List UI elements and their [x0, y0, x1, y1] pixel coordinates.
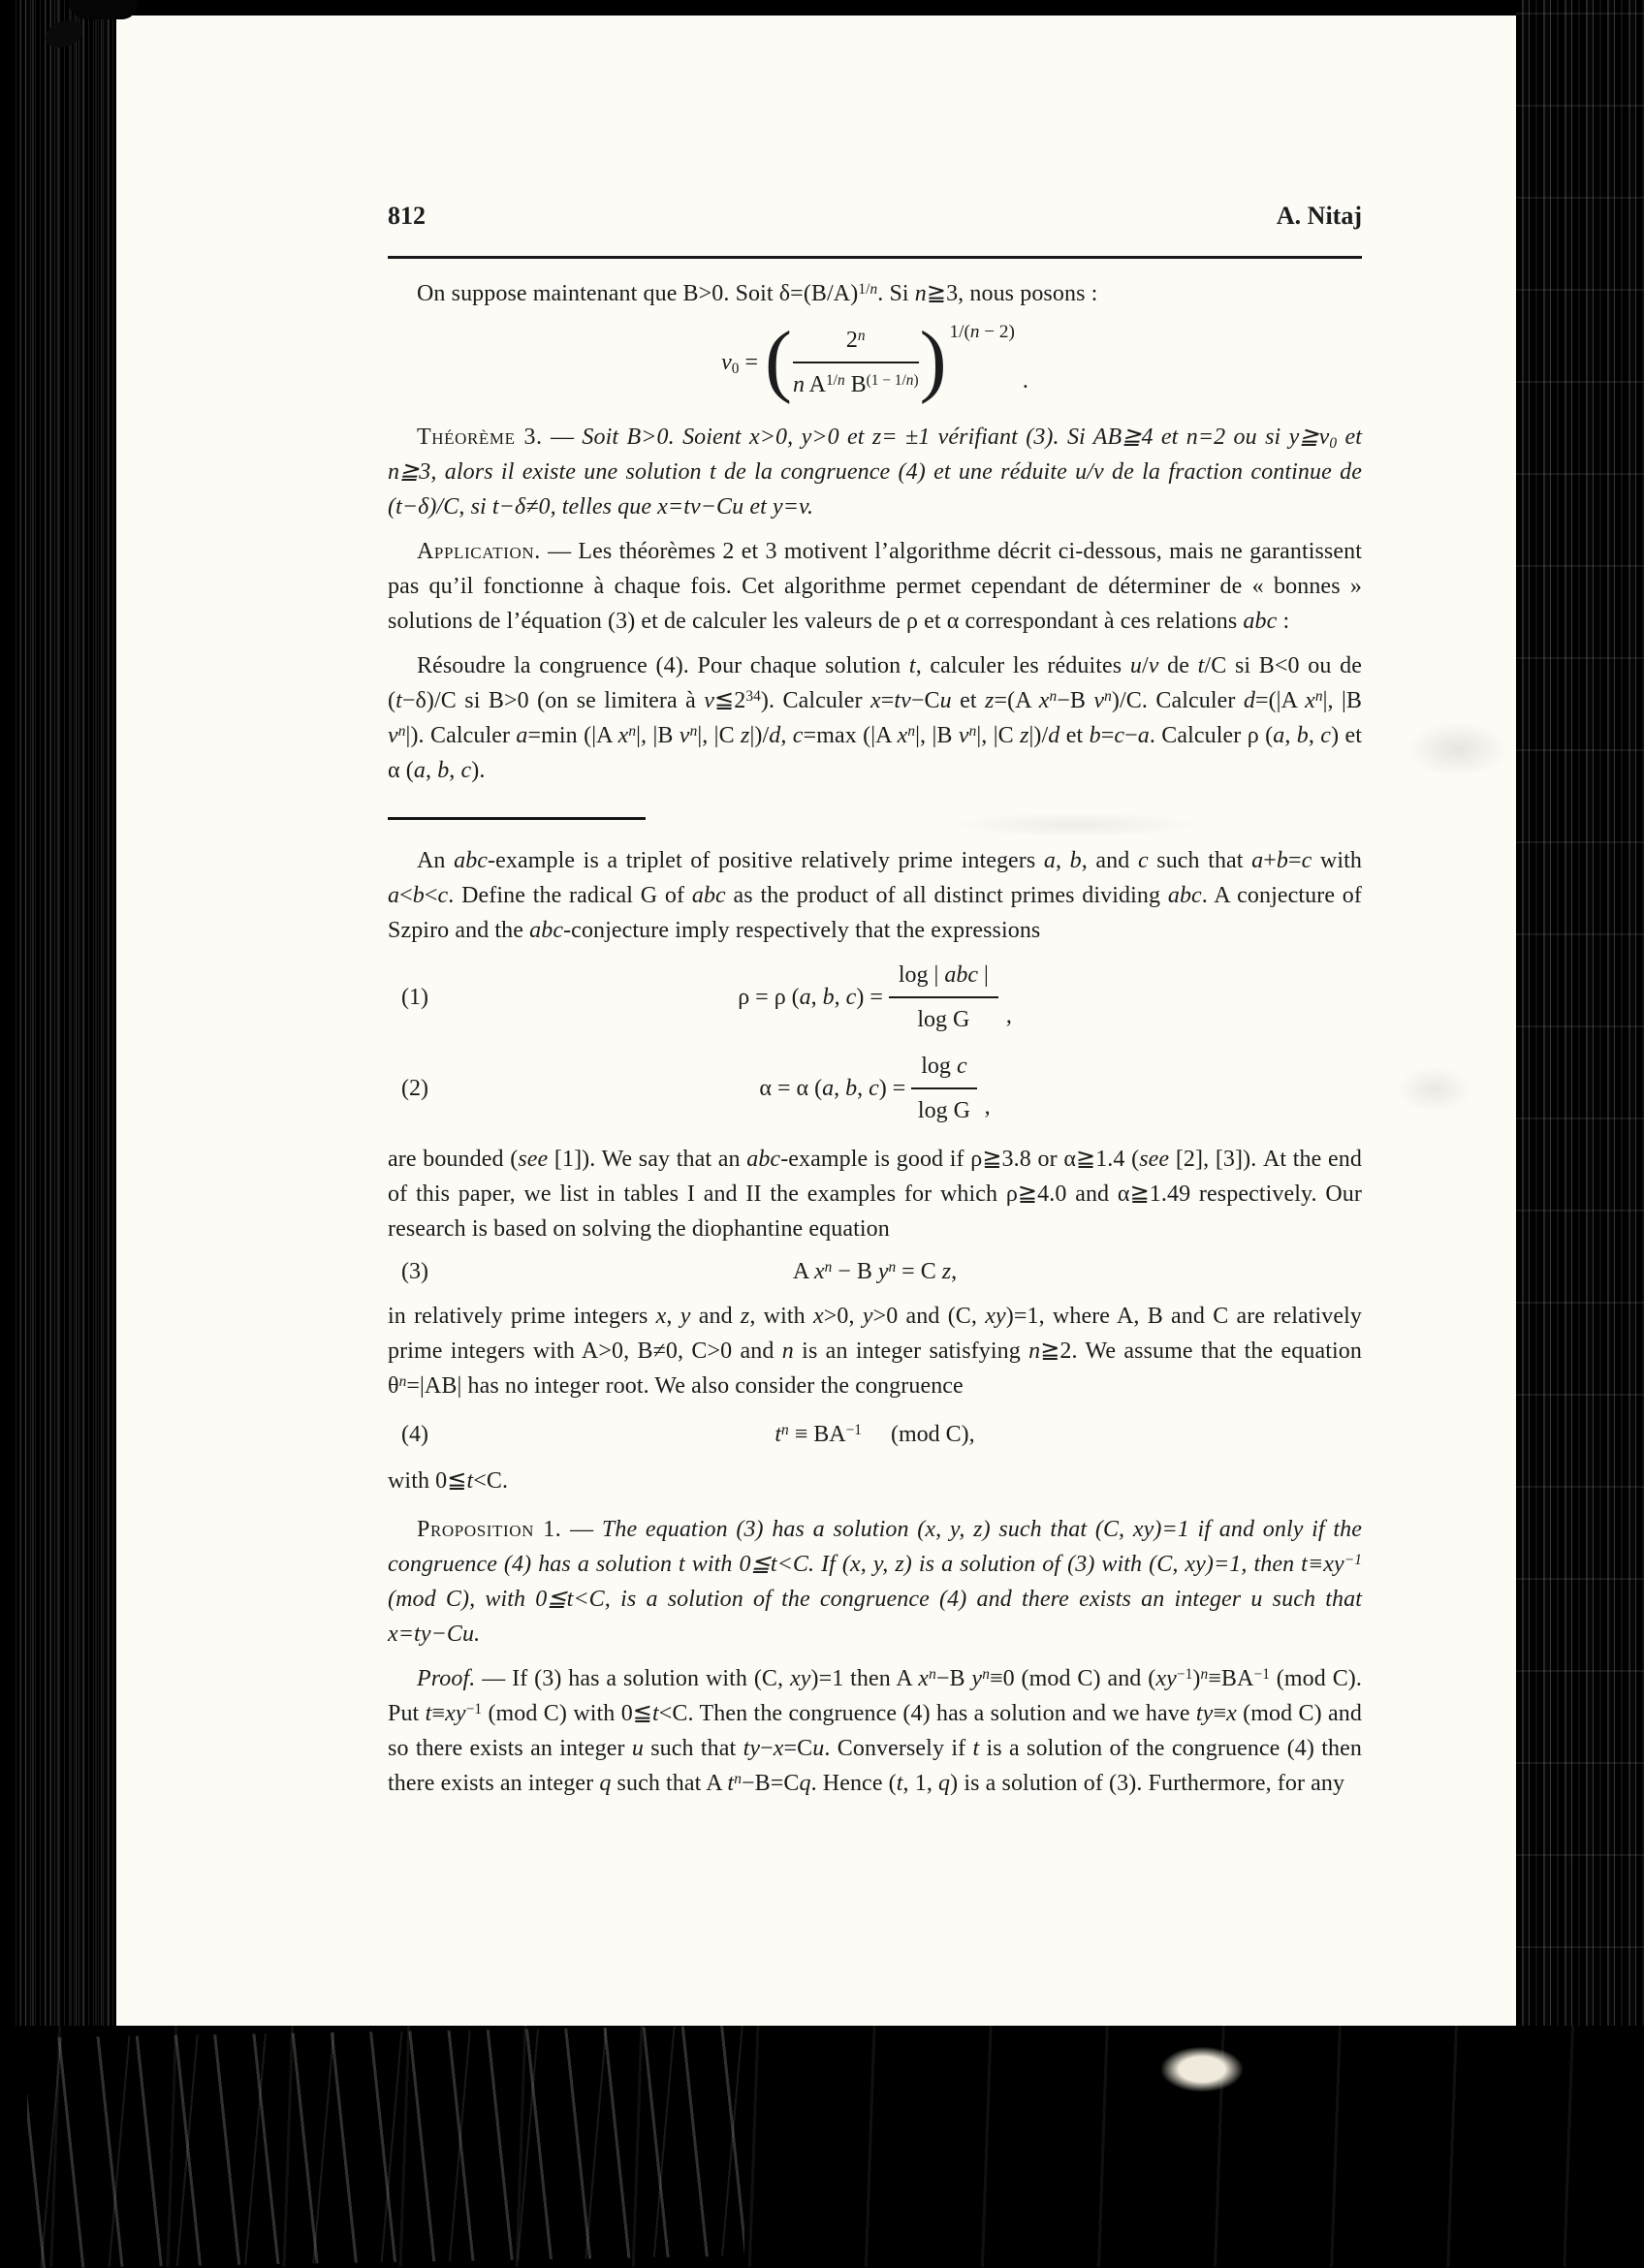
proof-label: Proof. [417, 1666, 476, 1691]
fraction [911, 1049, 976, 1128]
fraction-numerator: log | abc | [889, 958, 998, 998]
scan-smudge [1404, 719, 1512, 779]
proof-body: If (3) has a solution with (C, xy)=1 then A $x^n-B$ $y^n\equiv 0$ (mod C) and $(xy^{-1})^n\equiv BA^{-1}$ (mod C). Put $t\equiv xy^{-1}$ (mod C) with 0≦t<C. Then the congruence (4) has a solution and we have ty≡x (mod C) and so there exists an integer u such that ty−x=Cu. Conversely if t is a solution of the congruence (4) then there exists an integer q such that A $t^n-B=Cq$. Hence (t, 1, q) is a solution of (3). Furthermore, for any [388, 1666, 1362, 1796]
proposition-1 [388, 1512, 1362, 1652]
page-header [388, 200, 1362, 233]
theorem-label: Théorème 3. [417, 425, 543, 450]
algorithm-steps: Résoudre la congruence (4). Pour chaque solution t, calculer les réduites u/v de t/C si B<0 ou de (t−δ)/C si B>0 (on se limitera à $v≦2^{34}$). Calculer x=tv−Cu et z=(A $x^n-B$ $v^n)/C$. Calculer d=(|A $x^n|$, |B $v^n|$). Calculer a=min (|A $x^n|$, |B $v^n|$, |C z|)/d, c=max (|A $x^n|$, |B $v^n|$, |C z|)/d et b=c−a. Calculer ρ (a, b, c) et α (a, b, c). [388, 653, 1363, 783]
fraction [793, 323, 919, 402]
fraction-denominator: log G [917, 1007, 970, 1032]
paragraph-integers: in relatively prime integers x, y and z, with x>0, y>0 and (C, xy)=1, where A, B and C are relatively prime integers with A>0, B≠0, C>0 and n is an integer satisfying n≧2. We assume that the equation $\theta^n=|AB|$ has no integer root. We also consider the congruence [388, 1304, 1362, 1399]
equation-4-body: $t^n \equiv BA^{-1}$ [775, 1422, 862, 1447]
equation-v0-lhs: $v_0$ = [721, 350, 758, 378]
paragraph-with-t: with 0≦t<C. [388, 1468, 509, 1494]
theorem-body: Soit B>0. Soient x>0, y>0 et z= ±1 vérifiant (3). Si AB≧4 et n=2 ou si $y≧v_0$ et n≧3, alors il existe une solution t de la congruence (4) et une réduite u/v de la fraction continue de (t−δ)/C, si t−δ≠0, telles que x=tv−Cu et y=v. [388, 425, 1362, 520]
application-label: Application. [417, 539, 541, 564]
equation-1-comma: , [1005, 1003, 1012, 1028]
section-divider [388, 817, 646, 820]
scan-smudge [950, 812, 1202, 837]
equation-4-mod: (mod C), [890, 1422, 975, 1447]
fraction [889, 958, 998, 1037]
header-rule [388, 256, 1362, 259]
proof [388, 1661, 1362, 1801]
scanned-page [114, 16, 1518, 2026]
equation-4 [388, 1417, 1362, 1452]
proposition-body: The equation (3) has a solution (x, y, z) such that (C, xy)=1 if and only if the congruence (4) has a solution t with 0≦t<C. If (x, y, z) is a solution of (3) with (C, xy)=1, then $t\equiv xy^{-1}$ (mod C), with 0≦t<C, is a solution of the congruence (4) and there exists an integer u such that x=ty−Cu. [388, 1517, 1362, 1647]
dash: — [475, 1666, 513, 1691]
equation-4-label: (4) [401, 1422, 428, 1447]
scan-book-gutter [16, 0, 116, 2267]
equation-2-label: (2) [401, 1076, 428, 1101]
scan-top-left-blob [68, 0, 138, 19]
paragraph-bounded: are bounded (see [1]). We say that an abc-example is good if ρ≧3.8 or α≧1.4 (see [2], [3]). At the end of this paper, we list in tables I and II the examples for which ρ≧4.0 and α≧1.49 respectively. Our research is based on solving the diophantine equation [388, 1147, 1362, 1242]
scan-smudge [1394, 1064, 1475, 1115]
scan-right-edge [1516, 0, 1644, 2267]
equation-v0-exponent: 1/(n − 2) [949, 322, 1015, 342]
equation-v0: $v_0$ = ( $\frac{2^n}{n A^{1/n} B^{(1 - 1/n)}}$ ) 1/(n − 2) . [721, 315, 1028, 405]
scan-bottom-streaks [27, 2026, 744, 2268]
equation-1-lhs: ρ = ρ (a, b, c) = [738, 985, 883, 1010]
equation-3 [388, 1254, 1362, 1289]
dash: — [540, 539, 579, 564]
equation-1 [388, 958, 1362, 1037]
fraction-denominator: n $A^{1/n}$ $B^{(1 - 1/n)}$ [792, 372, 919, 397]
theorem-3 [388, 420, 1362, 524]
equation-3-label: (3) [401, 1259, 428, 1284]
fraction-numerator: log c [911, 1049, 976, 1089]
equation-3-body: A $x^n - B$ $y^n = C$ z, [792, 1259, 958, 1284]
application-note [388, 534, 1362, 639]
paragraph-intro: On suppose maintenant que B>0. Soit $\delta=(B/A)^{1/n}$. Si n≧3, nous posons : [417, 281, 1098, 306]
equation-v0-period: . [1022, 368, 1028, 394]
fraction-numerator: 2$^n$ [793, 323, 919, 363]
equation-2-comma: , [984, 1094, 991, 1119]
proposition-label: Proposition 1. [417, 1517, 562, 1542]
paragraph-abc-definition: An abc-example is a triplet of positive relatively prime integers a, b, and c such that a+b=c with a<b<c. Define the radical G of abc as the product of all distinct primes dividing abc. A conjecture of Szpiro and the abc-conjecture imply respectively that the expressions [388, 848, 1363, 943]
equation-2 [388, 1049, 1362, 1128]
equation-2-lhs: α = α (a, b, c) = [759, 1076, 906, 1101]
fraction-denominator: log G [917, 1098, 970, 1123]
equation-1-label: (1) [401, 985, 428, 1010]
application-body: Les théorèmes 2 et 3 motivent l’algorithme décrit ci-dessous, mais ne garantissent pas qu’il fonctionne à chaque fois. Cet algorithme permet cependant de déterminer de « bonnes » solutions de l’équation (3) et de calculer les valeurs de ρ et α correspondant à ces relations abc : [388, 539, 1362, 634]
dash: — [561, 1517, 602, 1542]
page-number: 812 [388, 202, 426, 230]
author: A. Nitaj [1276, 202, 1362, 230]
scan-light-blob [1161, 2047, 1243, 2092]
dash: — [542, 425, 583, 450]
